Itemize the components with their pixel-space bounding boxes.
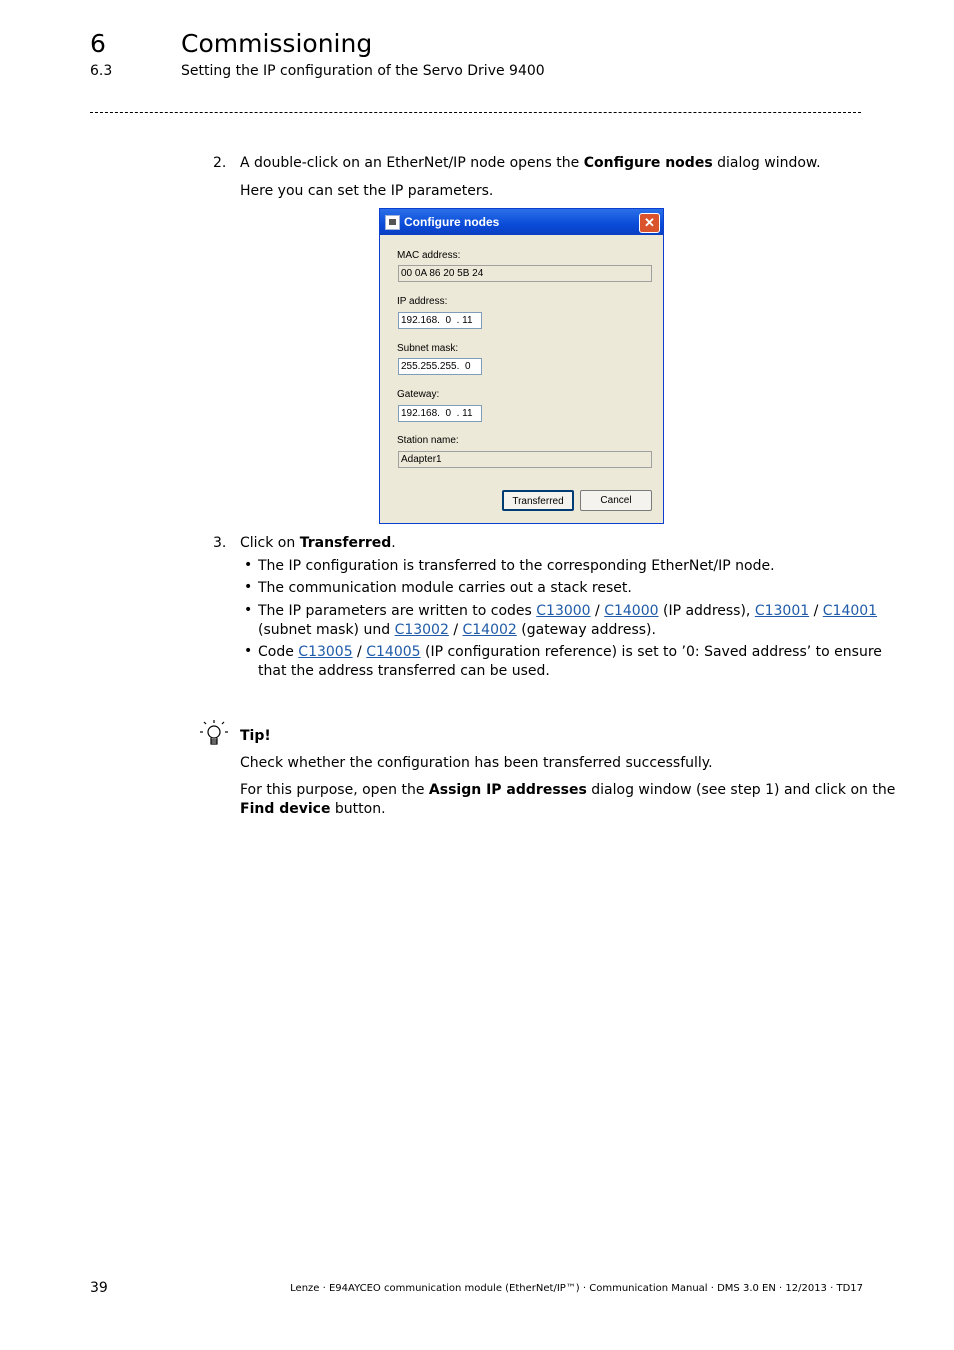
gateway-label: Gateway: [397, 389, 440, 400]
footer-text: Lenze · E94AYCEO communication module (EtherNet/IP™) · Communication Manual · DMS 3.0 EN · 12/2013 · TD17 [290, 1283, 863, 1294]
bullet-text-4b: that the address transferred can be used. [258, 663, 550, 679]
header-divider [90, 112, 861, 113]
step3-number: 3. [213, 535, 227, 551]
gateway-field[interactable]: 192.168. 0 . 11 [398, 405, 482, 422]
configure-nodes-dialog [379, 208, 664, 524]
bullet: • [244, 602, 253, 618]
bullet-text-2: The communication module carries out a stack reset. [258, 580, 632, 596]
bullet-text-3b: (subnet mask) und C13002 / C14002 (gateway address). [258, 622, 656, 638]
bullet: • [244, 557, 253, 573]
link-c14002[interactable]: C14002 [462, 622, 517, 638]
tip-line3: Find device button. [240, 801, 386, 817]
link-c14000[interactable]: C14000 [604, 603, 659, 619]
cancel-button[interactable]: Cancel [580, 490, 652, 511]
link-c13005[interactable]: C13005 [298, 644, 353, 660]
link-c13000[interactable]: C13000 [536, 603, 591, 619]
dialog-titlebar[interactable] [380, 209, 663, 235]
tip-heading: Tip! [240, 728, 271, 744]
link-c13001[interactable]: C13001 [754, 603, 810, 619]
close-icon[interactable]: ✕ [639, 213, 660, 233]
tip-line1: Check whether the configuration has been transferred successfully. [240, 755, 713, 771]
bullet: • [244, 643, 253, 659]
step2-line2: Here you can set the IP parameters. [240, 183, 494, 199]
bullet: • [244, 579, 253, 595]
step3-text: Click on Transferred. [240, 535, 396, 551]
transferred-button[interactable]: Transferred [502, 490, 574, 511]
station-name-field: Adapter1 [398, 451, 652, 468]
link-c13002[interactable]: C13002 [394, 622, 449, 638]
section-number: 6.3 [90, 63, 113, 79]
link-c14005[interactable]: C14005 [366, 644, 421, 660]
page-number: 39 [90, 1280, 108, 1296]
ip-address-field[interactable]: 192.168. 0 . 11 [398, 312, 482, 329]
mac-field: 00 0A 86 20 5B 24 [398, 265, 652, 282]
section-title: Setting the IP configuration of the Servo Drive 9400 [181, 63, 545, 79]
subnet-label: Subnet mask: [397, 343, 459, 354]
step2-number: 2. [213, 155, 227, 171]
subnet-mask-field[interactable]: 255.255.255. 0 [398, 358, 482, 375]
mac-label: MAC address: [397, 250, 461, 261]
chapter-title: Commissioning [181, 29, 373, 58]
dialog-title: Configure nodes [404, 215, 500, 229]
step2-text: A double-click on an EtherNet/IP node opens the Configure nodes dialog window. [240, 155, 821, 171]
app-icon [385, 215, 400, 230]
link-c14001[interactable]: C14001 [822, 603, 878, 619]
bullet-text-1: The IP configuration is transferred to the corresponding EtherNet/IP node. [258, 558, 775, 574]
bullet-text-3: The IP parameters are written to codes C13000 / C14000 (IP address), C13001 / C14001 [258, 603, 878, 619]
lightbulb-icon [198, 718, 230, 750]
bullet-text-4: Code C13005 / C14005 (IP configuration reference) is set to ’0: Saved address’ to ensure [258, 644, 882, 660]
chapter-number: 6 [90, 29, 106, 58]
ip-label: IP address: [397, 296, 448, 307]
station-label: Station name: [397, 435, 459, 446]
tip-line2: For this purpose, open the Assign IP addresses dialog window (see step 1) and click on the [240, 782, 896, 798]
